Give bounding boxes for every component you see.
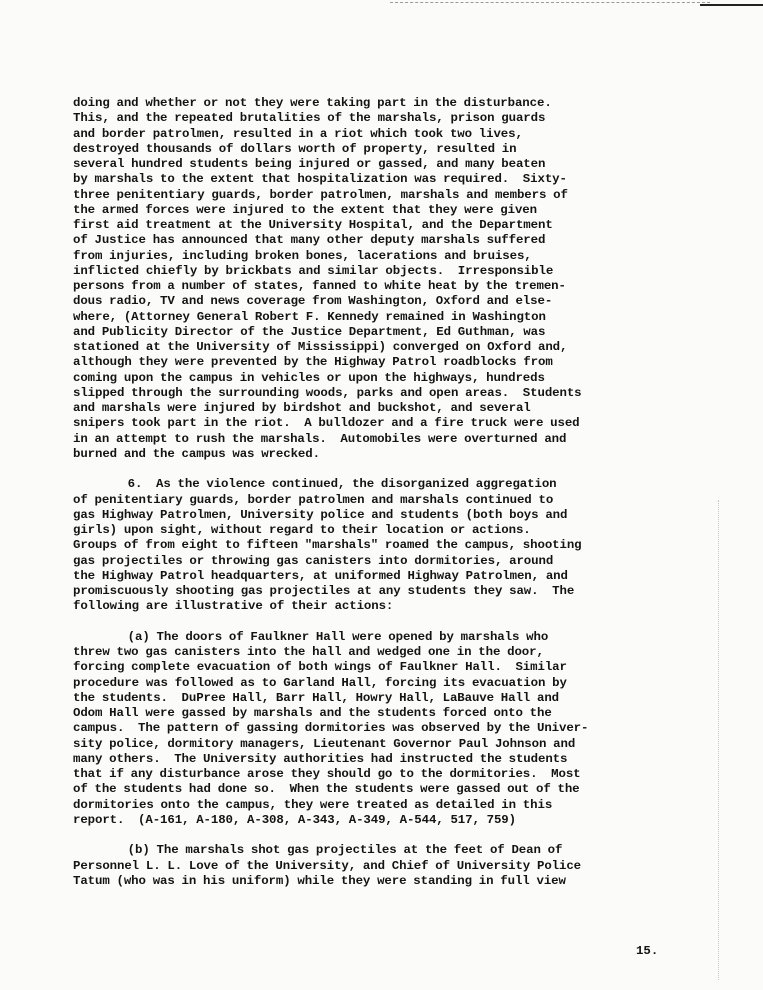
text-line: Tatum (who was in his uniform) while they were standing in full view	[73, 873, 566, 888]
paragraph-item-b	[73, 843, 613, 889]
scan-dark-bar	[700, 4, 763, 6]
text-line: where, (Attorney General Robert F. Kennedy remained in Washington	[73, 309, 546, 324]
text-line: report. (A-161, A-180, A-308, A-343, A-349, A-544, 517, 759)	[73, 812, 516, 827]
text-line: from injuries, including broken bones, lacerations and bruises,	[73, 248, 532, 263]
text-line: gas projectiles or throwing gas canisters into dormitories, around	[73, 553, 554, 568]
text-line: of penitentiary guards, border patrolmen and marshals continued to	[73, 492, 554, 507]
text-line: the Highway Patrol headquarters, at uniformed Highway Patrolmen, and	[73, 568, 568, 583]
text-line: although they were prevented by the Highway Patrol roadblocks from	[73, 355, 553, 370]
text-line: forcing complete evacuation of both wings of Faulkner Hall. Similar	[73, 660, 567, 675]
text-line: girls) upon sight, without regard to their location or actions.	[73, 523, 531, 537]
text-line: snipers took part in the riot. A bulldozer and a fire truck were used	[73, 416, 580, 431]
text-line: procedure was followed as to Garland Hall, forcing its evacuation by	[73, 675, 567, 690]
text-line: by marshals to the extent that hospitalization was required. Sixty-	[73, 172, 567, 187]
text-line: inflicted chiefly by brickbats and similar objects. Irresponsible	[73, 263, 554, 278]
paragraph-gap	[73, 615, 613, 630]
scan-top-edge	[0, 0, 763, 12]
text-line: campus. The pattern of gassing dormitories was observed by the Univer-	[73, 721, 589, 736]
text-line: (a) The doors of Faulkner Hall were opened by marshals who	[73, 629, 549, 644]
text-line: 6. As the violence continued, the disorganized aggregation	[73, 477, 557, 492]
paragraph-gap	[73, 828, 613, 843]
text-line: several hundred students being injured or gassed, and many beaten	[73, 157, 546, 171]
text-line: destroyed thousands of dollars worth of property, resulted in	[73, 141, 517, 156]
scan-margin-line	[718, 500, 719, 980]
text-line: three penitentiary guards, border patrolmen, marshals and members of	[73, 187, 568, 202]
text-line: and marshals were injured by birdshot and buckshot, and several	[73, 401, 531, 415]
text-line: Odom Hall were gassed by marshals and the students forced onto the	[73, 706, 552, 720]
text-line: slipped through the surrounding woods, parks and open areas. Students	[73, 385, 582, 400]
text-line: the students. DuPree Hall, Barr Hall, Howry Hall, LaBauve Hall and	[73, 690, 559, 705]
document-body	[73, 96, 613, 889]
text-line: Personnel L. L. Love of the University, and Chief of University Police	[73, 858, 581, 873]
text-line: following are illustrative of their actions:	[73, 599, 394, 614]
text-line: doing and whether or not they were taking part in the disturbance.	[73, 96, 552, 110]
text-line: dous radio, TV and news coverage from Washington, Oxford and else-	[73, 294, 553, 309]
text-line: gas Highway Patrolmen, University police and students (both boys and	[73, 507, 568, 522]
paragraph-6	[73, 477, 613, 614]
text-line: persons from a number of states, fanned to white heat by the tremen-	[73, 279, 566, 293]
text-line: threw two gas canisters into the hall and wedged one in the door,	[73, 645, 544, 659]
text-line: Groups of from eight to fifteen "marshals" roamed the campus, shooting	[73, 538, 582, 553]
text-line: the armed forces were injured to the extent that they were given	[73, 202, 537, 217]
text-line: of the students had done so. When the students were gassed out of the	[73, 782, 580, 797]
text-line: and Publicity Director of the Justice Department, Ed Guthman, was	[73, 324, 546, 339]
text-line: of Justice has announced that many other deputy marshals suffered	[73, 233, 546, 248]
text-line: in an attempt to rush the marshals. Automobiles were overturned and	[73, 431, 567, 446]
page-number: 15.	[636, 944, 659, 958]
text-line: This, and the repeated brutalities of the marshals, prison guards	[73, 111, 546, 126]
text-line: dormitories onto the campus, they were treated as detailed in this	[73, 797, 553, 812]
text-line: promiscuously shooting gas projectiles at any students they saw. The	[73, 584, 575, 598]
text-line: burned and the campus was wrecked.	[73, 446, 320, 461]
paragraph-item-a	[73, 630, 613, 828]
text-line: and border patrolmen, resulted in a riot which took two lives,	[73, 126, 523, 141]
text-line: first aid treatment at the University Hospital, and the Department	[73, 218, 553, 232]
text-line: sity police, dormitory managers, Lieutenant Governor Paul Johnson and	[73, 736, 576, 751]
text-line: that if any disturbance arose they should go to the dormitories. Most	[73, 767, 581, 781]
paragraph-continuation	[73, 96, 613, 462]
text-line: coming upon the campus in vehicles or upon the highways, hundreds	[73, 370, 545, 385]
text-line: (b) The marshals shot gas projectiles at the feet of Dean of	[73, 843, 563, 858]
text-line: stationed at the University of Mississippi) converged on Oxford and,	[73, 340, 568, 354]
text-line: many others. The University authorities had instructed the students	[73, 751, 568, 766]
scan-dashed-line	[390, 2, 710, 3]
paragraph-gap	[73, 462, 613, 477]
